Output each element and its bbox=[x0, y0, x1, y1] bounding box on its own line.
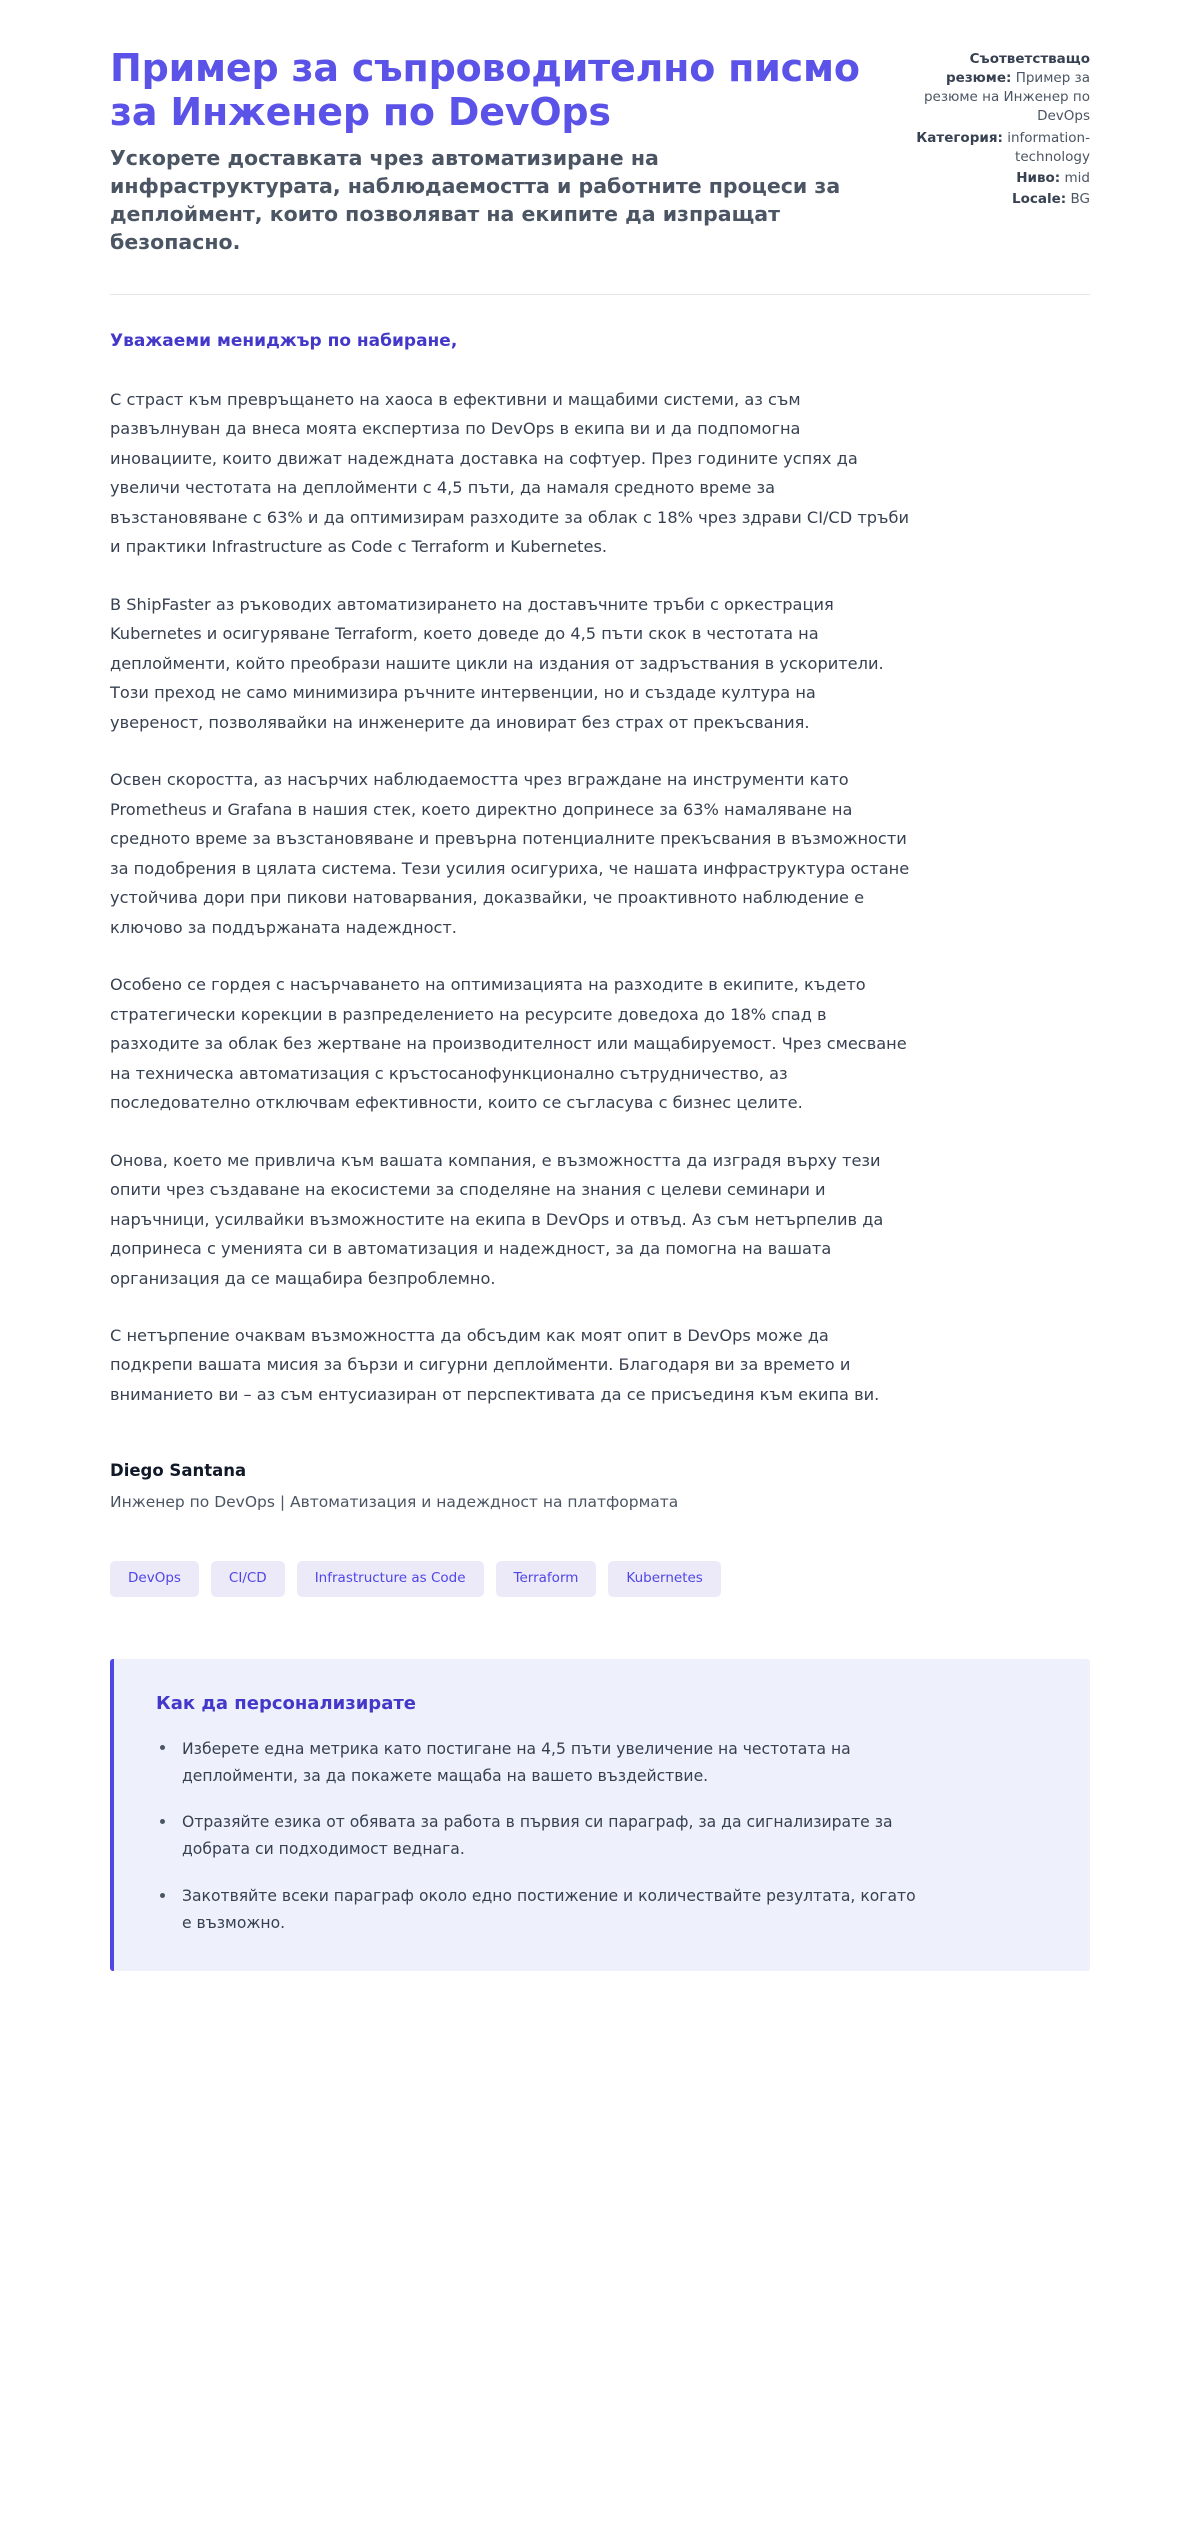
tips-list bbox=[156, 1736, 1050, 1937]
document-header bbox=[110, 46, 1090, 256]
header-text-block bbox=[110, 46, 860, 256]
meta-category-value: information-technology bbox=[1007, 129, 1090, 165]
tip-item bbox=[156, 1809, 916, 1863]
document-metadata bbox=[900, 46, 1090, 211]
tag-chip[interactable]: Infrastructure as Code bbox=[297, 1561, 484, 1597]
meta-related-resume bbox=[900, 50, 1090, 127]
meta-level-value: mid bbox=[1064, 169, 1090, 186]
letter-signature bbox=[110, 1461, 1090, 1515]
meta-locale-value: BG bbox=[1070, 191, 1090, 208]
bullet-icon bbox=[160, 1819, 165, 1824]
cover-letter-body bbox=[110, 295, 1090, 1515]
meta-locale bbox=[900, 190, 1090, 209]
meta-locale-label: Locale: bbox=[1012, 191, 1067, 208]
meta-level-label: Ниво: bbox=[1016, 169, 1061, 186]
letter-paragraph: С страст към превръщането на хаоса в ефективни и мащабими системи, аз съм развълнуван да внеса моята експертиза по DevOps в екипа ви и да подпомогна иновациите, които движат надеждната доставка на софтуер. През годините успях да увеличи честотата на деплойменти с 4,5 пъти, да намаля средното време за възстановяване с 63% и да оптимизирам разходите за облак с 18% чрез здрави CI/CD тръби и практики Infrastructure as Code с Terraform и Kubernetes. bbox=[110, 389, 909, 557]
letter-salutation: Уважаеми мениджър по набиране, bbox=[110, 331, 458, 352]
meta-related-resume-value: Пример за резюме на Инженер по DevOps bbox=[923, 70, 1090, 125]
tag-list bbox=[110, 1561, 1090, 1597]
tag-chip[interactable]: CI/CD bbox=[211, 1561, 285, 1597]
bullet-icon bbox=[160, 1745, 165, 1750]
tag-chip[interactable]: Terraform bbox=[496, 1561, 597, 1597]
letter-paragraph: Освен скоростта, аз насърчих наблюдаемостта чрез вграждане на инструменти като Prometheus и Grafana в нашия стек, което директно допринесе за 63% намаляване на средното време за възстановяване и превърна потенциалните прекъсвания в възможности за подобрения в цялата система. Тези усилия осигуриха, че нашата инфраструктура остане устойчива дори при пикови натоварвания, доказвайки, че проактивното наблюдение е ключово за поддържаната надеждност. bbox=[110, 770, 910, 937]
tag-chip[interactable]: Kubernetes bbox=[608, 1561, 720, 1597]
meta-category bbox=[900, 129, 1090, 167]
tip-item-text: Закотвяйте всеки параграф около едно постижение и количествайте резултата, когато е възможно. bbox=[182, 1886, 916, 1932]
tip-item-text: Изберете една метрика като постигане на 4,5 пъти увеличение на честотата на деплойменти, за да покажете мащаба на вашето въздействие. bbox=[182, 1739, 851, 1785]
signature-name: Diego Santana bbox=[110, 1461, 247, 1481]
letter-paragraph: Особено се гордея с насърчаването на оптимизацията на разходите в екипите, където стратегически корекции в разпределението на ресурсите доведоха до 18% спад в разходите за облак без жертване на производителност или мащабируемост. Чрез смесване на техническа автоматизация с кръстосанофункционално сътрудничество, аз последователно отключвам ефективности, които се съгласува с бизнес целите. bbox=[110, 975, 907, 1113]
bullet-icon bbox=[160, 1893, 165, 1898]
signature-role: Инженер по DevOps | Автоматизация и надеждност на платформата bbox=[110, 1493, 679, 1512]
page-subtitle: Ускорете доставката чрез автоматизиране на инфраструктурата, наблюдаемостта и работните процеси за деплоймент, които позволяват на екипите да изпращат безопасно. bbox=[110, 145, 841, 254]
letter-paragraph: Онова, което ме привлича към вашата компания, е възможността да изградя върху тези опити чрез създаване на екосистеми за споделяне на знания с целеви семинари и наръчници, усилвайки възможностите на екипа в DevOps и отвъд. Аз съм нетърпелив да допринеса с уменията си в автоматизация и надеждност, за да помогна на вашата организация да се мащабира безпроблемно. bbox=[110, 1150, 884, 1288]
meta-related-resume-label: Съответстващо резюме: bbox=[946, 51, 1090, 87]
personalization-tips-box bbox=[110, 1659, 1090, 1971]
tips-title: Как да персонализирате bbox=[156, 1692, 416, 1714]
tag-chip[interactable]: DevOps bbox=[110, 1561, 199, 1597]
letter-paragraph: В ShipFaster аз ръководих автоматизирането на доставъчните тръби с оркестрация Kubernetes и осигуряване Terraform, което доведе до 4,5 пъти скок в честотата на деплойменти, който преобрази нашите цикли на издания от задръствания в ускорители. Този преход не само минимизира ръчните интервенции, но и създаде култура на увереност, позволявайки на инженерите да иновират без страх от прекъсвания. bbox=[110, 594, 884, 732]
tip-item bbox=[156, 1736, 916, 1790]
page-title: Пример за съпроводително писмо за Инженер по DevOps bbox=[110, 46, 860, 135]
meta-category-label: Категория: bbox=[916, 129, 1003, 146]
tip-item bbox=[156, 1883, 916, 1937]
meta-level bbox=[900, 169, 1090, 188]
letter-paragraph: С нетърпение очаквам възможността да обсъдим как моят опит в DevOps може да подкрепи вашата мисия за бързи и сигурни деплойменти. Благодаря ви за времето и вниманието ви – аз съм ентусиазиран от перспективата да се присъединя към екипа ви. bbox=[110, 1325, 880, 1404]
tip-item-text: Отразяйте езика от обявата за работа в първия си параграф, за да сигнализирате за добрата си подходимост веднага. bbox=[182, 1813, 893, 1859]
